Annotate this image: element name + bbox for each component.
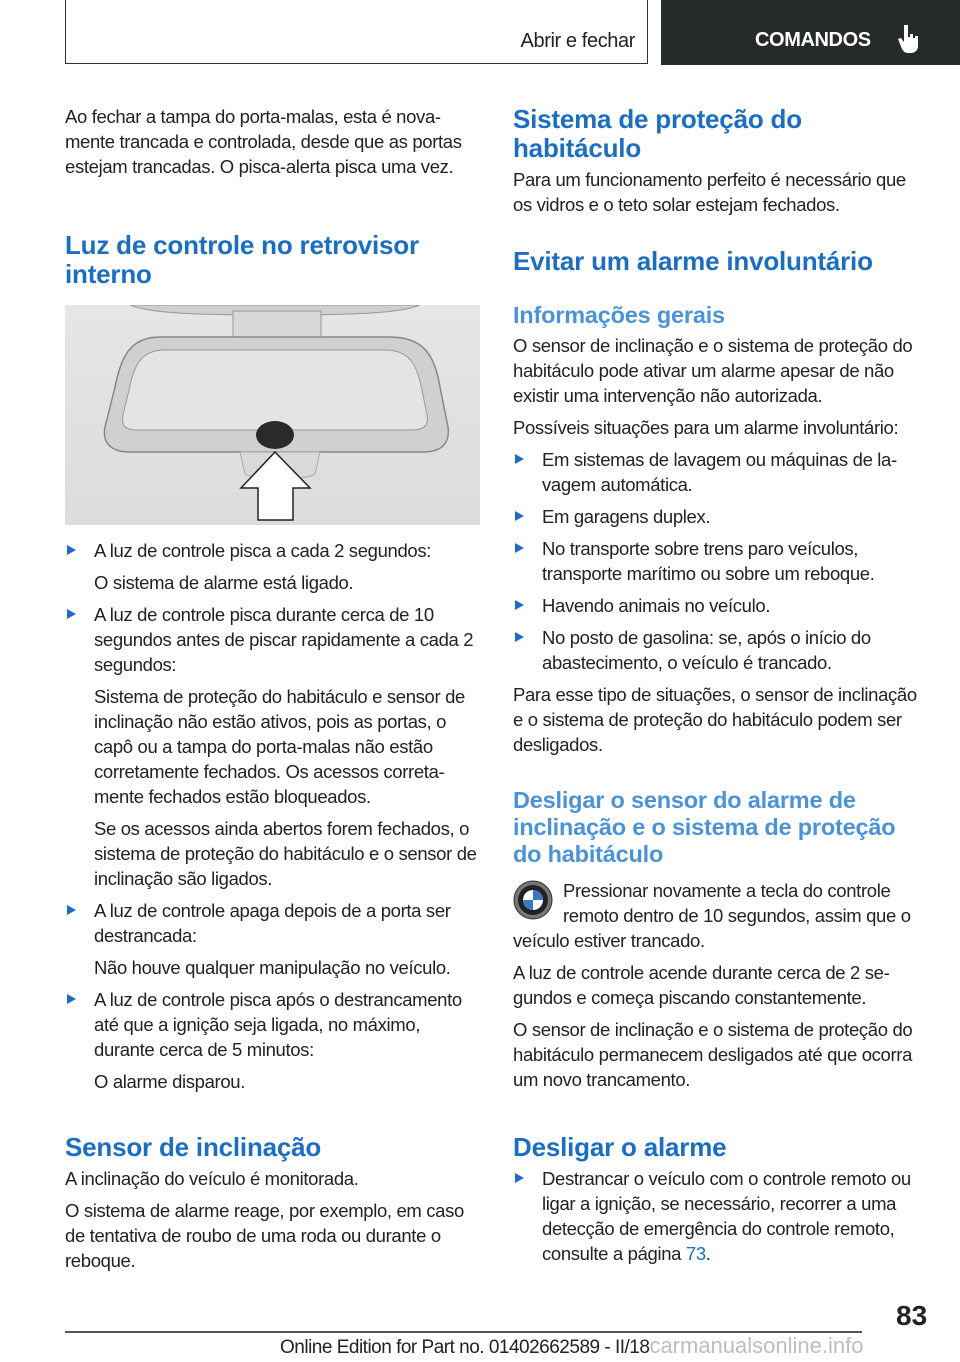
- chapter-tab-label: COMANDOS: [755, 29, 871, 51]
- item-detail: O alarme disparou.: [94, 1071, 246, 1092]
- list-item: [65, 898, 480, 948]
- item-text-end: .: [705, 1243, 711, 1264]
- item-text: [542, 1166, 928, 1266]
- section-title: Abrir e fechar: [520, 30, 635, 52]
- left-intro: [65, 104, 480, 186]
- footer: [280, 1333, 863, 1359]
- desligar-sensor-section: [513, 787, 928, 1099]
- item-text: A luz de controle apaga depois de a porta ser destrancada:: [94, 900, 451, 946]
- heading-informacoes-gerais: Informações gerais: [513, 302, 725, 328]
- list-item: [513, 593, 928, 618]
- chapter-tab: [661, 0, 960, 65]
- item-detail: O sistema de alarme está ligado.: [94, 572, 354, 593]
- bullet-triangle-icon: [515, 454, 524, 464]
- bullet-triangle-icon: [67, 905, 76, 915]
- page-link[interactable]: 73: [685, 1243, 706, 1264]
- sensor-paragraph: O sistema de alarme reage, por exemplo, em caso de tentativa de roubo de uma roda ou durante o reboque.: [65, 1200, 464, 1271]
- list-item: [65, 538, 480, 563]
- bullet-triangle-icon: [67, 545, 76, 555]
- watermark: carmanualsonline.info: [649, 1333, 864, 1358]
- sistema-section: [513, 105, 928, 224]
- bullet-triangle-icon: [515, 511, 524, 521]
- item-text-body: Destrancar o veículo com o controle remoto ou ligar a ignição, se necessário, recorrer a uma detecção de emergência do controle remoto, consulte a página: [542, 1168, 911, 1264]
- indicator-list: [65, 538, 480, 1101]
- desligar-sensor-paragraph: A luz de controle acende durante cerca de 2 segundos e começa piscando constantemente.: [513, 962, 890, 1008]
- bullet-triangle-icon: [515, 600, 524, 610]
- bullet-triangle-icon: [67, 609, 76, 619]
- sistema-paragraph: Para um funcionamento perfeito é necessário que os vidros e o teto solar estejam fechados.: [513, 169, 906, 215]
- item-detail: Não houve qualquer manipulação no veículo.: [94, 957, 451, 978]
- list-item: [513, 536, 928, 586]
- item-detail: Se os acessos ainda abertos forem fechados, o sistema de proteção do habitáculo e o sensor de inclinação são ligados.: [94, 818, 477, 889]
- heading-sensor-inclinacao: Sensor de inclinação: [65, 1132, 322, 1162]
- item-text: Em garagens duplex.: [542, 506, 711, 527]
- item-text: Havendo animais no veículo.: [542, 595, 771, 616]
- evitar-section: [513, 247, 928, 764]
- info-paragraph: O sensor de inclinação e o sistema de proteção do habitáculo pode ativar um alarme apesar de não existir uma intervenção não autorizada.: [513, 335, 913, 406]
- rearview-mirror-figure: [65, 305, 480, 525]
- page-number: 83: [896, 1300, 928, 1331]
- item-text: Em sistemas de lavagem ou máquinas de lavagem automática.: [542, 449, 898, 495]
- bullet-triangle-icon: [67, 994, 76, 1004]
- list-item: [513, 625, 928, 675]
- heading-desligar-sensor: Desligar o sensor do alarme de inclinação e o sistema de proteção do habitáculo: [513, 787, 896, 867]
- info-paragraph: Possíveis situações para um alarme involuntário:: [513, 417, 899, 438]
- list-item: [513, 447, 928, 497]
- pointing-hand-icon: [897, 25, 921, 53]
- item-text: No transporte sobre trens paro veículos, transporte marítimo ou sobre um reboque.: [542, 538, 875, 584]
- item-text: A luz de controle pisca após o destrancamento até que a ignição seja ligada, no máximo, durante cerca de 5 minutos:: [94, 989, 462, 1060]
- desligar-sensor-paragraph: O sensor de inclinação e o sistema de proteção do habitáculo permanecem desligados até que ocorra um novo trancamento.: [513, 1019, 913, 1090]
- list-item: [65, 987, 480, 1062]
- heading-sistema-protecao: Sistema de proteção do habitáculo: [513, 104, 802, 163]
- list-item: [513, 1166, 928, 1266]
- bullet-triangle-icon: [515, 632, 524, 642]
- item-detail: Sistema de proteção do habitáculo e sensor de inclinação não estão ativos, pois as portas, o capô ou a tampa do porta-malas não estão corretamente fechados. Os acessos corretamente fechados estão bloqueados.: [94, 686, 465, 807]
- list-item: [513, 504, 928, 529]
- info-paragraph: Para esse tipo de situações, o sensor de inclinação e o sistema de proteção do habitáculo podem ser desligados.: [513, 684, 917, 755]
- edition-text: Online Edition for Part no. 01402662589 - II/18: [280, 1337, 650, 1358]
- item-text: A luz de controle pisca a cada 2 segundos:: [94, 540, 432, 561]
- mirror-illustration: [65, 305, 480, 525]
- running-header: [65, 0, 648, 64]
- sensor-section: [65, 1133, 480, 1280]
- bmw-key-button-icon: [513, 880, 553, 920]
- bullet-triangle-icon: [515, 543, 524, 553]
- sensor-paragraph: A inclinação do veículo é monitorada.: [65, 1168, 359, 1189]
- item-text: No posto de gasolina: se, após o início do abastecimento, o veículo é trancado.: [542, 627, 871, 673]
- desligar-sensor-paragraph: Pressionar novamente a tecla do controle remoto dentro de 10 segundos, assim que o veículo estiver trancado.: [513, 880, 911, 951]
- list-item: [65, 602, 480, 677]
- item-text: A luz de controle pisca durante cerca de 10 segundos antes de piscar rapidamente a cada 2 segundos:: [94, 604, 474, 675]
- heading-evitar-alarme: Evitar um alarme involuntário: [513, 246, 873, 276]
- desligar-alarme-section: [513, 1133, 928, 1273]
- bullet-triangle-icon: [515, 1173, 524, 1183]
- heading-luz-controle: Luz de controle no retrovisor interno: [65, 230, 419, 289]
- heading-desligar-alarme: Desligar o alarme: [513, 1132, 727, 1162]
- intro-paragraph: Ao fechar a tampa do porta-malas, esta é novamente trancada e controlada, desde que as portas estejam trancadas. O pisca-alerta pisca uma vez.: [65, 106, 462, 177]
